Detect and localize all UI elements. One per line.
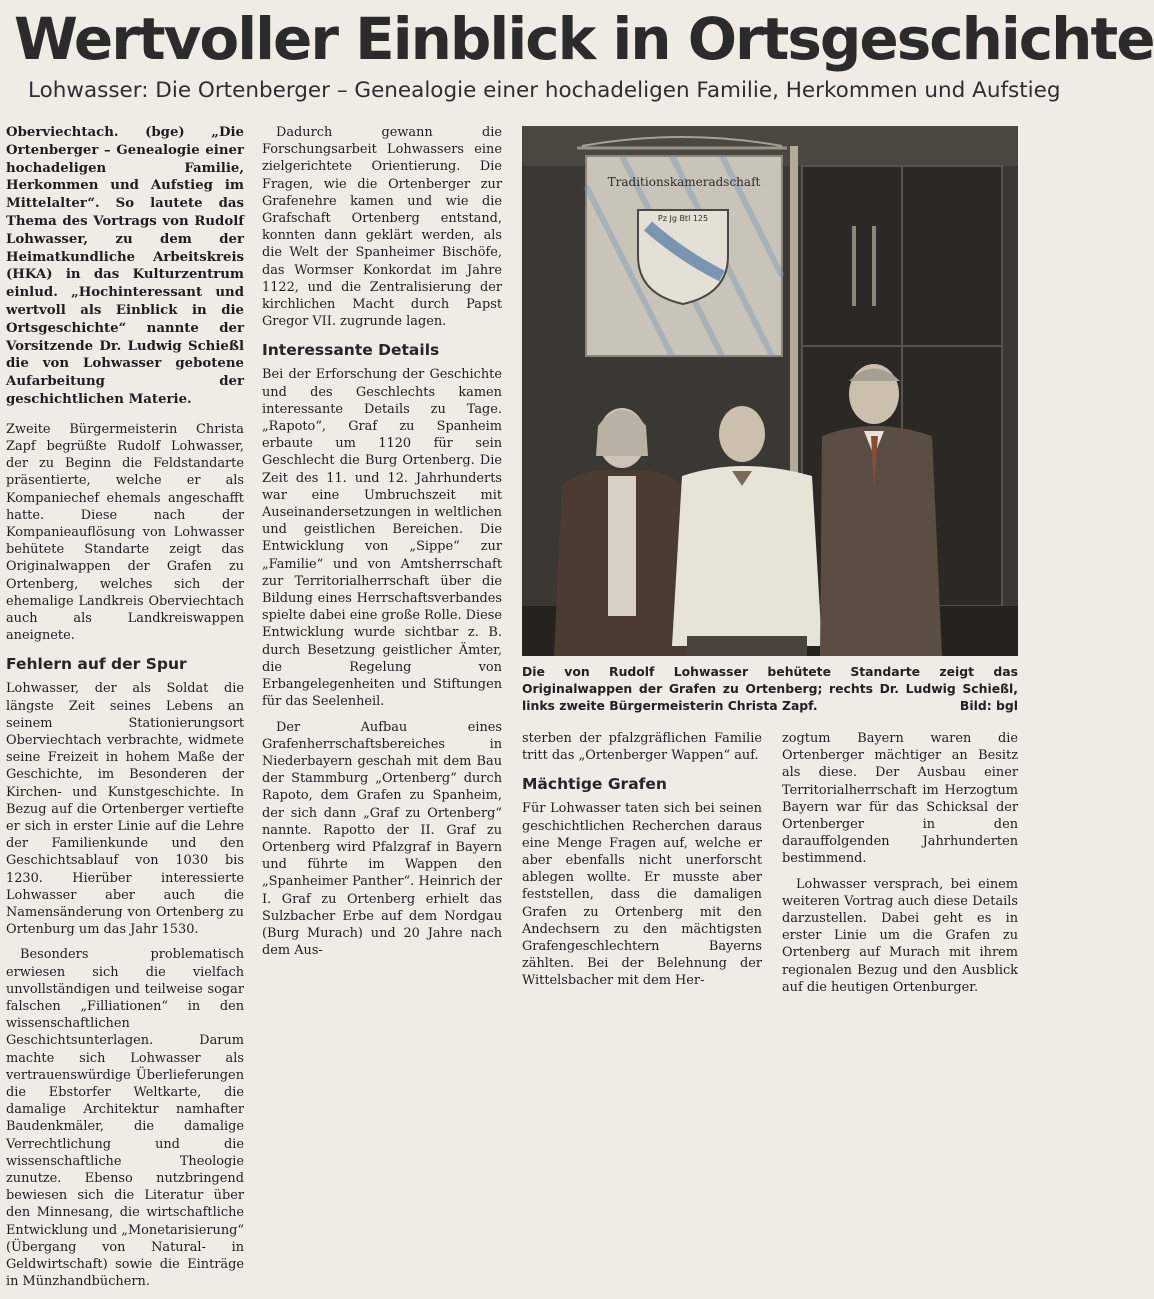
subheadline: Lohwasser: Die Ortenberger – Genealogie einer hochadeligen Familie, Herkommen und Aufstieg <box>28 78 1061 103</box>
banner-text: Traditionskameradschaft <box>607 175 761 189</box>
body-paragraph: Dadurch gewann die Forschungsarbeit Lohwassers eine zielgerichtete Orientierung. Die Fragen, wie die Ortenberger zur Grafenehre kamen und wie die Grafschaft Ortenberg entstand, konnten dann geklärt werden, als die Welt der Spanheimer Bischöfe, das Wormser Konkordat im Jahre 1122, und die Zentralisierung der kirchlichen Macht durch Papst Gregor VII. zugrunde lagen. <box>262 125 502 330</box>
body-paragraph: sterben der pfalzgräflichen Familie tritt das „Ortenberger Wappen“ auf. <box>522 731 762 764</box>
body-paragraph: Für Lohwasser taten sich bei seinen geschichtlichen Recherchen daraus eine Menge Fragen auf, welche er aber ebenfalls nicht unerforscht ablegen wollte. Er musste aber feststellen, dass die damaligen Grafen zu Ortenberg mit den Andechsern zu den mächtigsten Grafengeschlechtern Bayerns zählten. Bei der Belehnung der Wittelsbacher mit dem Her- <box>522 801 762 989</box>
caption-text: Die von Rudolf Lohwasser behütete Standarte zeigt das Originalwappen der Grafen zu Ortenberg; rechts Dr. Ludwig Schießl, links zweite Bürgermeisterin Christa Zapf. <box>522 664 1018 713</box>
photo-illustration <box>522 126 1018 656</box>
section-heading: Fehlern auf der Spur <box>6 655 187 674</box>
photo-credit: Bild: bgl <box>959 697 1018 713</box>
column-2 <box>262 124 502 967</box>
section-heading: Interessante Details <box>262 341 440 360</box>
photo-caption <box>522 664 1018 714</box>
column-1 <box>6 124 244 1299</box>
body-paragraph: Besonders problematisch erwiesen sich die vielfach unvollständigen und teilweise sogar falschen „Filliationen“ in den wissenschaftlichen Geschichtsunterlagen. Darum machte sich Lohwasser als vertrauenswürdige Überlieferungen die Ebstorfer Weltkarte, die damalige Architektur namhafter Baudenkmäler, die damalige Verrechtlichung und die wissenschaftliche Theologie zunutze. Ebenso nutzbringend bewiesen sich die Literatur über den Minnesang, die wirtschaftliche Entwicklung und „Monetarisierung“ (Übergang von Natural- in Geldwirtschaft) sowie die Einträge in Münzhandbüchern. <box>6 947 244 1290</box>
lead-paragraph: Oberviechtach. (bge) „Die Ortenberger – Genealogie einer hochadeligen Familie, Herkommen und Aufstieg im Mittelalter“. So lautete das Thema des Vortrags von Rudolf Lohwasser, zu dem der Heimatkundliche Arbeitskreis (HKA) in das Kulturzentrum einlud. „Hochinteressant und wertvoll als Einblick in die Ortsgeschichte“ nannte der Vorsitzende Dr. Ludwig Schießl die von Lohwasser gebotene Aufarbeitung der geschichtlichen Materie. <box>6 125 244 407</box>
headline: Wertvoller Einblick in Ortsgeschichte <box>14 5 1154 73</box>
body-paragraph: Der Aufbau eines Grafenherrschaftsbereiches in Niederbayern geschah mit dem Bau der Stammburg „Ortenberg“ durch Rapoto, dem Grafen zu Spanheim, der sich dann „Graf zu Ortenberg“ nannte. Rapotto der II. Graf zu Ortenberg wird Pfalzgraf in Bayern und führte im Wappen den „Spanheimer Panther“. Heinrich der I. Graf zu Ortenberg erhielt das Sulzbacher Erbe auf dem Nordgau (Burg Murach) und 20 Jahre nach dem Aus- <box>262 719 502 959</box>
article-photo <box>522 126 1018 656</box>
body-paragraph: Lohwasser, der als Soldat die längste Zeit seines Lebens an seinem Stationierungsort Oberviechtach verbrachte, widmete seine Freizeit in hohem Maße der Geschichte, im Besonderen der Kirchen- und Kunstgeschichte. In Bezug auf die Ortenberger vertiefte er sich in erster Linie auf die Lehre der Familienkunde und den Geschichtsablauf von 1030 bis 1230. Hierüber interessierte Lohwasser aber auch die Namensänderung von Ortenberg zu Ortenburg um das Jahr 1530. <box>6 681 244 938</box>
column-3 <box>522 730 762 998</box>
section-heading: Mächtige Grafen <box>522 775 667 794</box>
body-paragraph: Zweite Bürgermeisterin Christa Zapf begrüßte Rudolf Lohwasser, der zu Beginn die Feldstandarte präsentierte, welche er als Kompaniechef ehemals angeschafft hatte. Diese nach der Kompanieauflösung von Lohwasser behütete Standarte zeigt das Originalwappen der Grafen zu Ortenberg, welches sich der ehemalige Landkreis Oberviechtach auch als Landkreiswappen aneignete. <box>6 421 244 644</box>
body-paragraph: zogtum Bayern waren die Ortenberger mächtiger an Besitz als diese. Der Ausbau einer Territorialherrschaft im Herzogtum Bayern war für das Schicksal der Ortenberger in den darauffolgenden Jahrhunderten bestimmend. <box>782 731 1018 867</box>
body-paragraph: Lohwasser versprach, bei einem weiteren Vortrag auch diese Details darzustellen. Dabei geht es in erster Linie um die Grafen zu Ortenberg auf Murach mit ihrem regionalen Bezug und den Ausblick auf die heutigen Ortenburger. <box>782 876 1018 995</box>
shield-text: Pz Jg Btl 125 <box>657 214 709 223</box>
body-paragraph: Bei der Erforschung der Geschichte und des Geschlechts kamen interessante Details zu Tage. „Rapoto“, Graf zu Spanheim erbaute um 1120 für sein Geschlecht die Burg Ortenberg. Die Zeit des 11. und 12. Jahrhunderts war eine Umbruchszeit mit Auseinandersetzungen in weltlichen und geistlichen Bereichen. Die Entwicklung von „Sippe“ zur „Familie“ und von Amtsherrschaft zur Territorialherrschaft über die Bildung eines Herrschaftsverbandes spielte dabei eine große Rolle. Diese Entwicklung wurde sichtbar z. B. durch Besetzung geistlicher Ämter, die Regelung von Erbangelegenheiten und Stiftungen für das Seelenheil. <box>262 367 502 710</box>
column-4 <box>782 730 1018 1004</box>
